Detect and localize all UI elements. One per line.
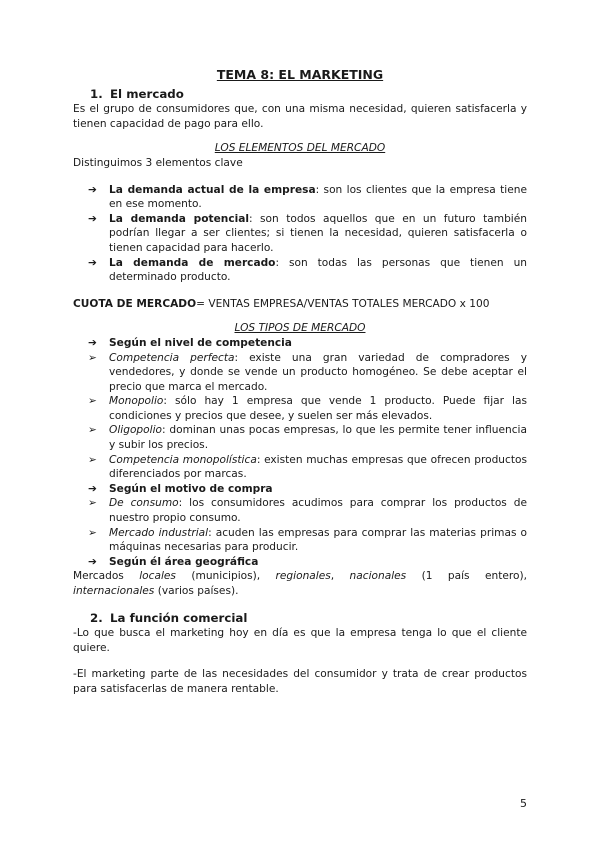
list-item: ➢ Monopolio: sólo hay 1 empresa que vende 1 producto. Puede fijar las condiciones y precios que desee, y suelen ser más elevados. [88,395,527,422]
page-number: 5 [520,797,527,810]
list-item: ➢ De consumo: los consumidores acudimos para comprar los productos de nuestro propio consumo. [88,497,527,525]
document-title: TEMA 8: EL MARKETING [216,67,384,82]
triangle-bullet-icon: ➢ [88,526,97,539]
triangle-bullet-icon: ➢ [88,497,97,510]
section-2-heading [73,611,527,626]
triangle-bullet-icon: ➢ [88,395,97,408]
section-2-number: 2. [90,610,103,625]
list-item: ➔ La demanda potencial: son todos aquellos que en un futuro también podrían llegar a ser clientes; si tienen la necesidad, quieren satisfacerla o tienen capacidad para hacerlo. [88,212,527,254]
triangle-bullet-icon: ➢ [88,424,97,437]
section-1-number: 1. [90,86,103,101]
triangle-bullet-icon: ➢ [88,453,97,466]
market-definition: Es el grupo de consumidores que, con una misma necesidad, quieren satisfacerla y tienen capacidad de pago para ello. [73,103,527,130]
list-item: ➔ La demanda de mercado: son todas las personas que tienen un determinado producto. [88,256,527,284]
arrow-bullet-icon: ➔ [88,256,97,269]
section-2-title: La función comercial [110,610,248,625]
section-1-heading [73,87,527,102]
group-heading: ➔ Según el motivo de compra [88,482,273,495]
list-item: ➢ Mercado industrial: acuden las empresas para comprar las materias primas o máquinas necesarias para producir. [88,526,528,554]
group-heading: ➔ Según el nivel de competencia [88,336,292,349]
market-share-formula: CUOTA DE MERCADO= VENTAS EMPRESA/VENTAS TOTALES MERCADO x 100 [73,297,490,310]
elements-subheading: LOS ELEMENTOS DEL MERCADO [214,142,386,155]
list-item: ➢ Competencia monopolística: existen muchas empresas que ofrecen productos diferenciados por marcas. [88,453,527,481]
arrow-bullet-icon: ➔ [88,482,97,495]
geographic-markets: Mercados locales (municipios), regionales, nacionales (1 país entero), internacionales (varios países). [73,570,527,597]
elements-intro: Distinguimos 3 elementos clave [73,156,243,169]
document-page [73,68,527,697]
arrow-bullet-icon: ➔ [88,212,97,225]
arrow-bullet-icon: ➔ [88,336,97,349]
list-item: ➢ Competencia perfecta: existe una gran variedad de compradores y vendedores, y donde se vende un producto homogéneo. Se debe aceptar el precio que marca el mercado. [88,351,527,393]
commercial-paragraph-2: -El marketing parte de las necesidades del consumidor y trata de crear productos para satisfacerlas de manera rentable. [73,668,527,695]
triangle-bullet-icon: ➢ [88,351,97,364]
commercial-paragraph-1: -Lo que busca el marketing hoy en día es que la empresa tenga lo que el cliente quiere. [73,627,527,654]
section-1-title: El mercado [110,86,184,101]
list-item: ➔ La demanda actual de la empresa: son los clientes que la empresa tiene en ese momento. [88,183,527,211]
list-item: ➢ Oligopolio: dominan unas pocas empresas, lo que les permite tener influencia y subir los precios. [88,424,527,452]
arrow-bullet-icon: ➔ [88,183,97,196]
elements-list [73,183,527,285]
types-subheading: LOS TIPOS DE MERCADO [234,322,366,335]
group-heading: ➔ Según él área geográfica [88,555,259,568]
arrow-bullet-icon: ➔ [88,555,97,568]
types-list [73,336,527,570]
